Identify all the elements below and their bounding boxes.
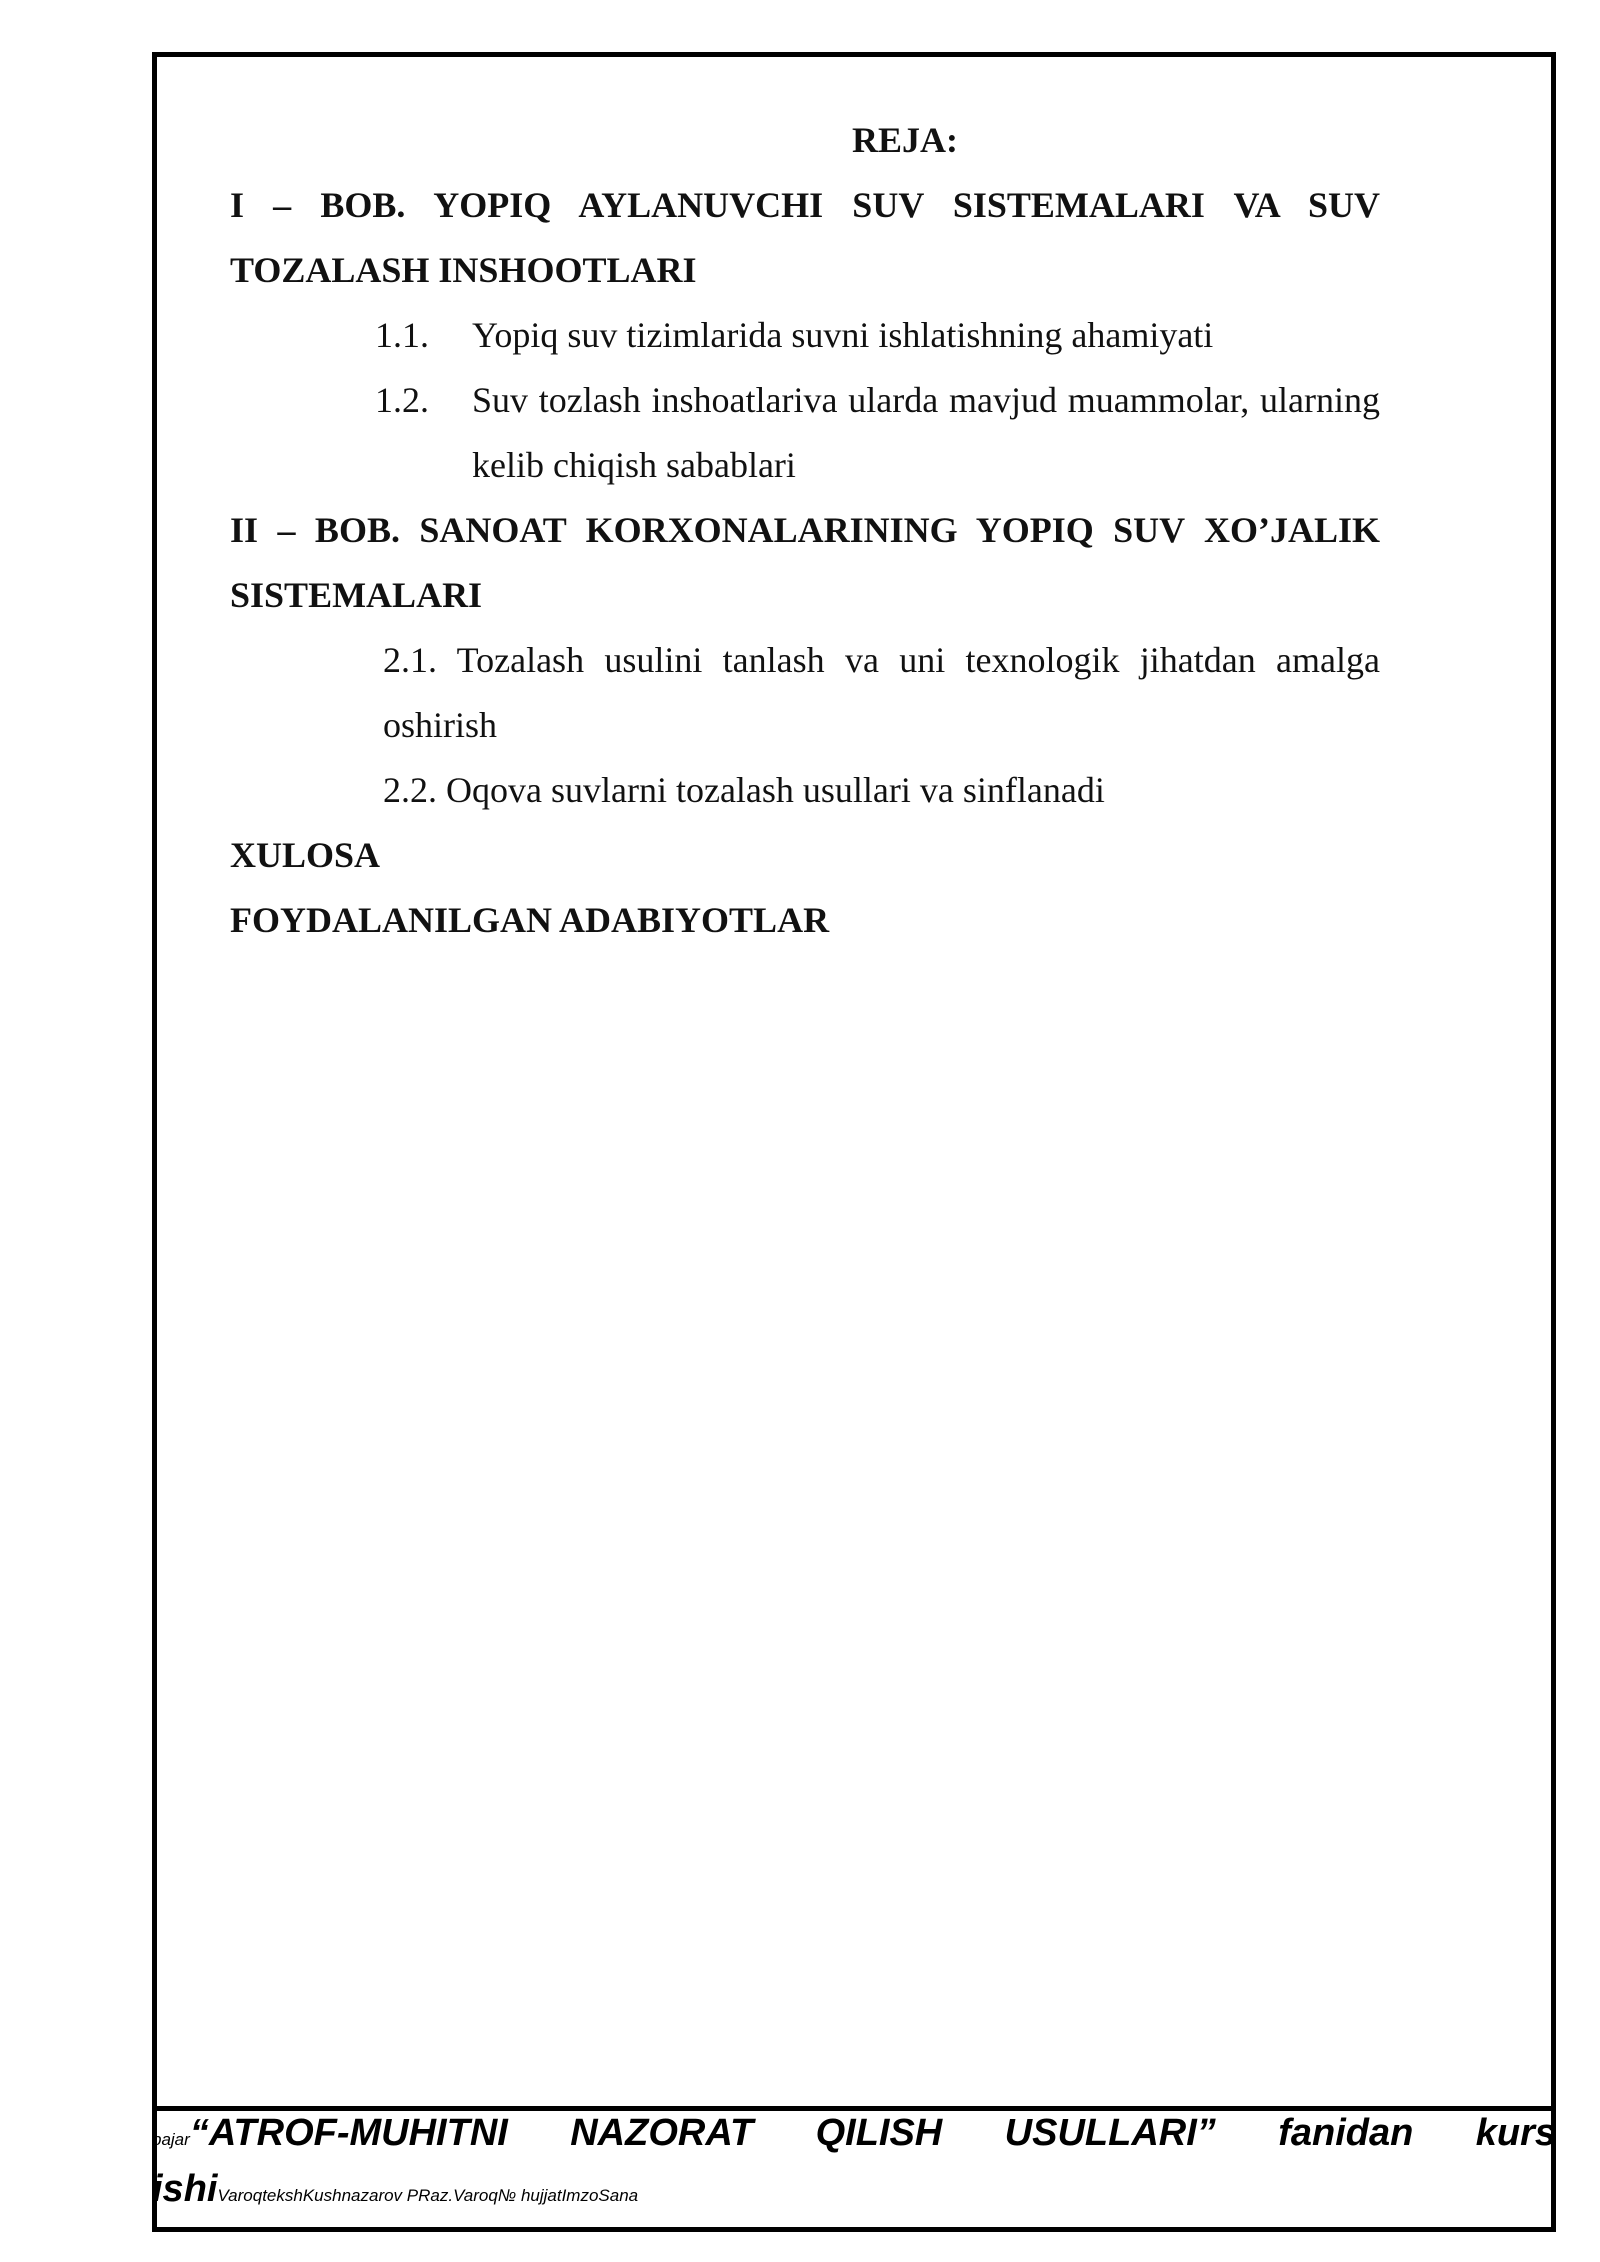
list-item: 2.1. Tozalash usulini tanlash va uni texnologik jihatdan amalga oshirish <box>383 640 1380 745</box>
footer-small-prefix: bajar <box>152 2130 190 2149</box>
footer-stamp <box>152 2112 1556 2224</box>
document-body <box>230 108 1380 953</box>
footer-divider <box>152 2106 1556 2111</box>
footer-word: QILISH <box>815 2112 943 2154</box>
references-heading: FOYDALANILGAN ADABIYOTLAR <box>230 900 830 940</box>
footer-stamp-fields: VaroqtekshKushnazarov PRaz.Varoq№ hujjatImzoSana <box>217 2186 639 2205</box>
footer-title-line <box>152 2112 1556 2168</box>
item-text: Yopiq suv tizimlarida suvni ishlatishning ahamiyati <box>472 315 1214 355</box>
footer-word: kurs <box>1475 2112 1556 2154</box>
item-number: 1.1. <box>375 315 429 355</box>
footer-word <box>152 2112 508 2155</box>
footer-word: USULLARI” <box>1004 2112 1216 2154</box>
footer-word-text: “ATROF-MUHITNI <box>189 2112 508 2154</box>
list-item <box>230 368 1380 498</box>
footer-line2-word: ishi <box>152 2168 218 2210</box>
chapter-2-heading: II – BOB. SANOAT KORXONALARINING YOPIQ SUV XO’JALIK SISTEMALARI <box>230 510 1380 615</box>
conclusion-heading: XULOSA <box>230 835 381 875</box>
footer-second-line <box>152 2168 1556 2220</box>
footer-word: fanidan <box>1278 2112 1414 2154</box>
list-item: 2.2. Oqova suvlarni tozalash usullari va sinflanadi <box>383 770 1105 810</box>
item-number: 1.2. <box>375 380 429 420</box>
page-title: REJA: <box>852 120 958 160</box>
list-item <box>230 303 1380 368</box>
item-text: Suv tozlash inshoatlariva ularda mavjud muammolar, ularning kelib chiqish sabablari <box>472 380 1380 485</box>
chapter-1-heading: I – BOB. YOPIQ AYLANUVCHI SUV SISTEMALARI VA SUV TOZALASH INSHOOTLARI <box>230 185 1380 290</box>
footer-word: NAZORAT <box>570 2112 754 2154</box>
